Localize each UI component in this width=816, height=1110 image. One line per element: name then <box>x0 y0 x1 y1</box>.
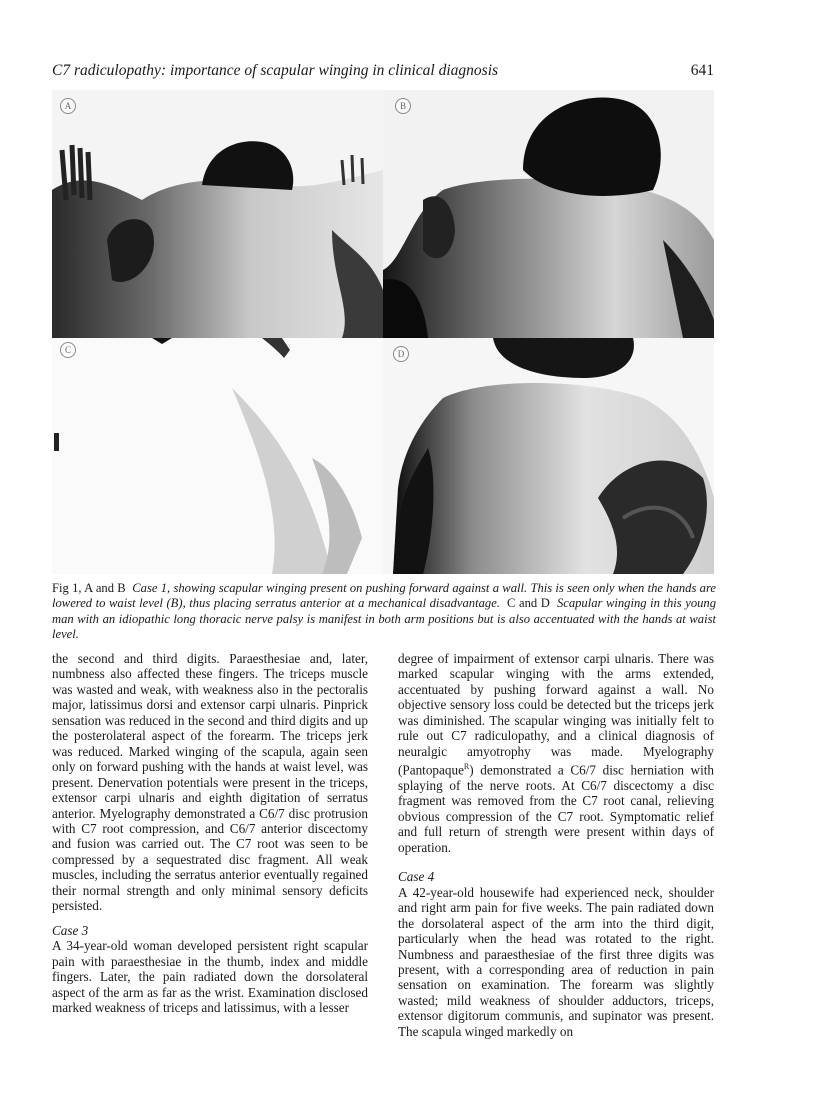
panel-b-photo <box>383 90 714 338</box>
panel-c-photo <box>52 338 383 574</box>
case-3-heading: Case 3 <box>52 922 89 938</box>
case-4-text: A 42-year-old housewife had experienced neck, shoulder and right arm pain for five weeks. The pain radiated down the dorsolateral aspect of the arm into the third digit, particularly when the head was rotated to the right. Numbness and paraesthesiae of the first three digits was present, with a corresponding area of reduction in pain sensation on examination. The forearm was slightly wasted; mild weakness of shoulder adductors, triceps, extensor digitorum communis, and supinator was present. The scapula winged markedly on <box>398 884 714 1039</box>
figure-caption <box>52 581 716 643</box>
photo-panel-b <box>383 90 714 338</box>
right-column <box>398 651 714 1039</box>
caption-text-ab: Case 1, showing scapular winging present on pushing forward against a wall. This is seen only when the hands are lowered to waist level (B), thus placing serratus anterior at a mechanical disadvantage. <box>52 581 716 611</box>
caption-lead-ab: Fig 1, A and B <box>52 581 126 595</box>
panel-d-label: D <box>393 346 409 362</box>
figure-1 <box>52 90 714 574</box>
right-column-text-b: ) demonstrated a C6/7 disc herniation with splaying of the nerve roots. At C6/7 discectomy a disc fragment was removed from the C7 root canal, relieving obvious compression of the C7 root. Symptomatic relief and full return of strength were present within days of operation. <box>398 762 714 855</box>
right-column-text-a: degree of impairment of extensor carpi ulnaris. There was marked scapular winging with the arms extended, accentuated by pushing forward against a wall. No objective sensory loss could be detected but the triceps jerk was diminished. The scapular winging was initially felt to rule out C7 radiculopathy, and a clinical diagnosis of neuralgic amyotrophy was made. Myelography (Pantopaque <box>398 651 714 778</box>
panel-a-photo <box>52 90 383 338</box>
running-header <box>52 62 714 84</box>
photo-panel-a <box>52 90 383 338</box>
caption-text-cd: Scapular winging in this young man with an idiopathic long thoracic nerve palsy is manifest in both arm positions but is also accentuated with the hands at waist level. <box>52 596 716 642</box>
page-number: 641 <box>690 62 714 79</box>
left-column <box>52 651 368 1015</box>
photo-panel-d <box>383 338 714 574</box>
panel-c-label: C <box>60 342 76 358</box>
panel-a-label: A <box>60 98 76 114</box>
photo-panel-c <box>52 338 383 574</box>
case-4-heading: Case 4 <box>398 869 435 885</box>
registered-superscript: R <box>463 762 470 772</box>
panel-d-photo <box>383 338 714 574</box>
case-3-text: A 34-year-old woman developed persistent right scapular pain with paraesthesiae in the thumb, index and middle fingers. Later, the pain radiated down the dorsolateral aspect of the arm as far as the wrist. Examination disclosed marked weakness of triceps and latissimus, with a lesser <box>52 938 368 1015</box>
left-column-paragraph: the second and third digits. Paraesthesiae and, later, numbness also affected these fingers. The triceps muscle was wasted and weak, with weakness also in the pectoralis major, latissimus dorsi and extensor carpi ulnaris. Pinprick sensation was reduced in the second and third digits and up the posterolateral aspect of the forearm. The triceps jerk was reduced. Marked winging of the scapula, again seen only on forward pushing with the hands at waist level, was present. Denervation potentials were present in the triceps, extensor carpi ulnaris and eighth digitation of serratus anterior. Myelography demonstrated a C6/7 disc protrusion with C7 root compression, and C6/7 anterior discectomy and fusion was carried out. The C7 root was seen to be compressed by a sequestrated disc fragment. All weak muscles, including the serratus anterior eventually regained their normal strength and only minimal sensory deficits persisted. <box>52 651 368 914</box>
right-column-paragraph <box>398 651 714 855</box>
caption-lead-cd: C and D <box>507 596 550 611</box>
running-title: C7 radiculopathy: importance of scapular winging in clinical diagnosis <box>52 62 499 79</box>
panel-b-label: B <box>395 98 411 114</box>
